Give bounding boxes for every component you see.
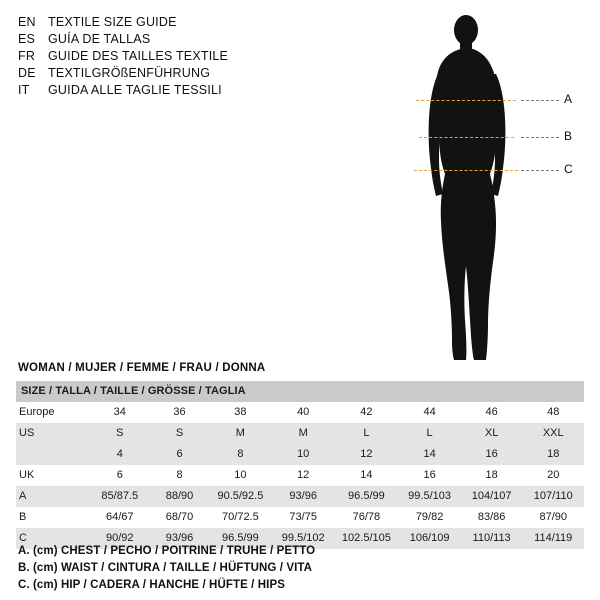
cell: XXL bbox=[522, 423, 584, 444]
cell: 46 bbox=[461, 402, 523, 423]
language-title: TEXTILGRÖßENFÜHRUNG bbox=[48, 66, 211, 80]
table-row bbox=[16, 423, 584, 444]
cell: S bbox=[89, 423, 150, 444]
table-header-row bbox=[16, 381, 584, 402]
table-row bbox=[16, 444, 584, 465]
cell: 79/82 bbox=[398, 507, 460, 528]
cell: 44 bbox=[398, 402, 460, 423]
language-title: GUÍA DE TALLAS bbox=[48, 32, 151, 46]
size-table-wrapper bbox=[16, 381, 584, 549]
language-code: ES bbox=[18, 32, 36, 46]
cell: XL bbox=[461, 423, 523, 444]
language-title: GUIDE DES TAILLES TEXTILE bbox=[48, 49, 229, 63]
cell: 85/87.5 bbox=[89, 486, 150, 507]
cell: 38 bbox=[209, 402, 272, 423]
measure-pointer-waist bbox=[521, 137, 559, 138]
cell: 36 bbox=[150, 402, 209, 423]
cell: 34 bbox=[89, 402, 150, 423]
cell: 93/96 bbox=[150, 528, 209, 549]
table-header-label: SIZE / TALLA / TAILLE / GRÖSSE / TAGLIA bbox=[16, 381, 584, 402]
cell: L bbox=[398, 423, 460, 444]
body-figure bbox=[396, 8, 586, 368]
cell: 93/96 bbox=[272, 486, 334, 507]
row-label: A bbox=[16, 486, 89, 507]
cell: S bbox=[150, 423, 209, 444]
cell: 104/107 bbox=[461, 486, 523, 507]
cell: 88/90 bbox=[150, 486, 209, 507]
cell: 14 bbox=[398, 444, 460, 465]
measure-label-c: C bbox=[564, 162, 573, 176]
cell: 16 bbox=[461, 444, 523, 465]
measure-line-chest bbox=[416, 100, 516, 101]
row-label: B bbox=[16, 507, 89, 528]
table-row bbox=[16, 507, 584, 528]
language-row-it bbox=[18, 82, 318, 99]
language-code: EN bbox=[18, 15, 36, 29]
language-title: TEXTILE SIZE GUIDE bbox=[48, 15, 177, 29]
measure-label-a: A bbox=[564, 92, 573, 106]
language-code: IT bbox=[18, 83, 30, 97]
row-label: C bbox=[16, 528, 89, 549]
cell: 106/109 bbox=[398, 528, 460, 549]
cell: 8 bbox=[150, 465, 209, 486]
cell: M bbox=[272, 423, 334, 444]
cell: 107/110 bbox=[522, 486, 584, 507]
measure-line-hip bbox=[414, 170, 518, 171]
cell: 90/92 bbox=[89, 528, 150, 549]
measure-label-b: B bbox=[564, 129, 573, 143]
cell: 64/67 bbox=[89, 507, 150, 528]
cell: 10 bbox=[272, 444, 334, 465]
cell: 76/78 bbox=[334, 507, 398, 528]
language-row-de bbox=[18, 65, 318, 82]
table-row bbox=[16, 402, 584, 423]
cell: 12 bbox=[334, 444, 398, 465]
legend-row-chest: A. (cm) CHEST / PECHO / POITRINE / TRUHE / PETTO bbox=[18, 545, 316, 557]
cell: 110/113 bbox=[461, 528, 523, 549]
legend-row-waist: B. (cm) WAIST / CINTURA / TAILLE / HÜFTUNG / VITA bbox=[18, 562, 313, 574]
measure-pointer-chest bbox=[521, 100, 559, 101]
cell: 102.5/105 bbox=[334, 528, 398, 549]
section-caption: WOMAN / MUJER / FEMME / FRAU / DONNA bbox=[18, 362, 266, 374]
female-silhouette-icon bbox=[396, 8, 586, 368]
language-code: DE bbox=[18, 66, 36, 80]
measure-pointer-hip bbox=[521, 170, 559, 171]
cell: M bbox=[209, 423, 272, 444]
language-row-en bbox=[18, 14, 318, 31]
cell: 90.5/92.5 bbox=[209, 486, 272, 507]
cell: 73/75 bbox=[272, 507, 334, 528]
size-table bbox=[16, 381, 584, 549]
cell: 10 bbox=[209, 465, 272, 486]
cell: 18 bbox=[522, 444, 584, 465]
language-row-es bbox=[18, 31, 318, 48]
table-row bbox=[16, 486, 584, 507]
cell: 96.5/99 bbox=[209, 528, 272, 549]
cell: 14 bbox=[334, 465, 398, 486]
table-row bbox=[16, 465, 584, 486]
cell: 99.5/103 bbox=[398, 486, 460, 507]
row-label: US bbox=[16, 423, 89, 444]
cell: 12 bbox=[272, 465, 334, 486]
cell: 68/70 bbox=[150, 507, 209, 528]
cell: 83/86 bbox=[461, 507, 523, 528]
cell: 42 bbox=[334, 402, 398, 423]
cell: 96.5/99 bbox=[334, 486, 398, 507]
cell: 8 bbox=[209, 444, 272, 465]
cell: 18 bbox=[461, 465, 523, 486]
cell: 6 bbox=[150, 444, 209, 465]
cell: L bbox=[334, 423, 398, 444]
language-list bbox=[18, 14, 318, 99]
language-code: FR bbox=[18, 49, 36, 63]
cell: 6 bbox=[89, 465, 150, 486]
cell: 16 bbox=[398, 465, 460, 486]
cell: 4 bbox=[89, 444, 150, 465]
language-title: GUIDA ALLE TAGLIE TESSILI bbox=[48, 83, 222, 97]
measurement-legend bbox=[18, 543, 578, 594]
cell: 70/72.5 bbox=[209, 507, 272, 528]
cell: 40 bbox=[272, 402, 334, 423]
cell: 87/90 bbox=[522, 507, 584, 528]
cell: 48 bbox=[522, 402, 584, 423]
legend-row-hip: C. (cm) HIP / CADERA / HANCHE / HÜFTE / HIPS bbox=[18, 579, 286, 591]
cell: 114/119 bbox=[522, 528, 584, 549]
row-label: Europe bbox=[16, 402, 89, 423]
cell: 99.5/102 bbox=[272, 528, 334, 549]
measure-line-waist bbox=[419, 137, 514, 138]
cell: 20 bbox=[522, 465, 584, 486]
row-label bbox=[16, 444, 89, 465]
row-label: UK bbox=[16, 465, 89, 486]
language-row-fr bbox=[18, 48, 318, 65]
